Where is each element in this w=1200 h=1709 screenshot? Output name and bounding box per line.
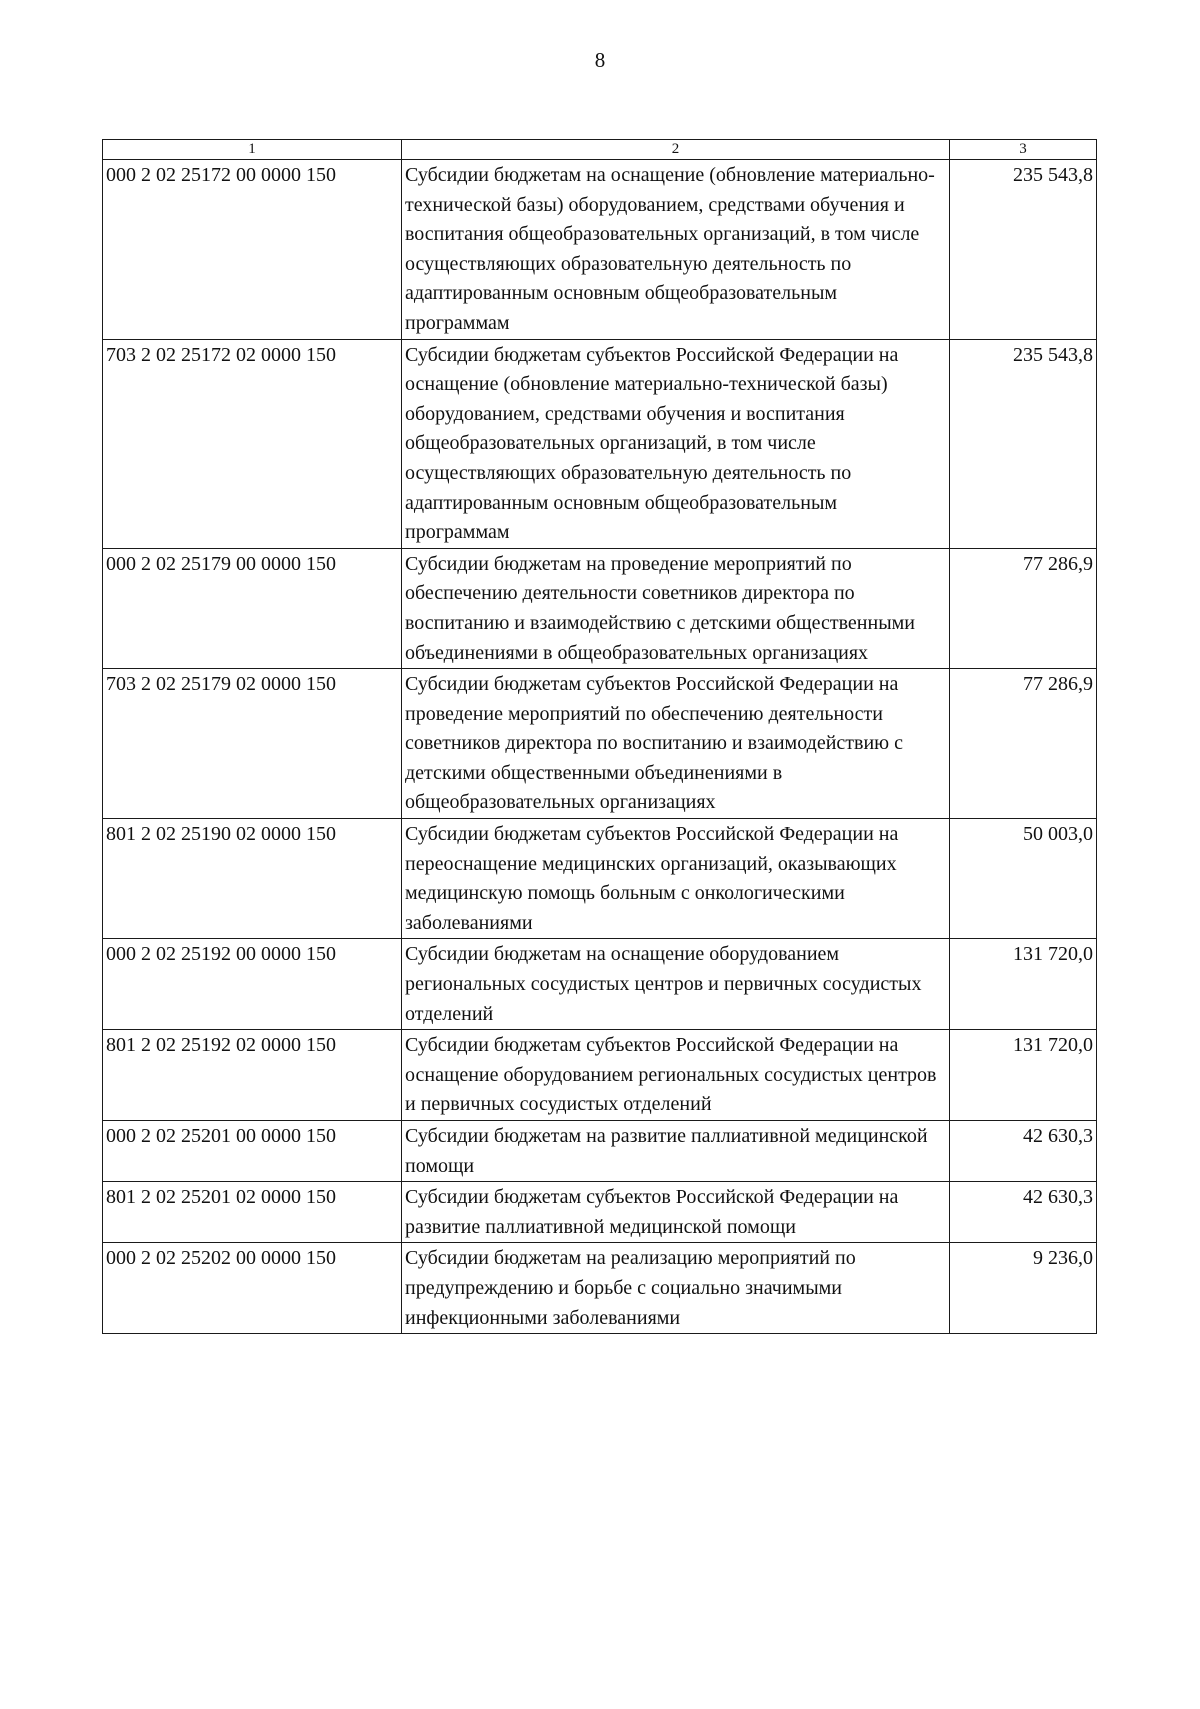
revenue-name-cell: Субсидии бюджетам на оснащение оборудованием региональных сосудистых центров и первичных сосудистых отделений [402, 939, 950, 1030]
amount-cell: 77 286,9 [950, 669, 1097, 819]
revenue-name-cell: Субсидии бюджетам на оснащение (обновление материально-технической базы) оборудованием, средствами обучения и воспитания общеобразовательных организаций, в том числе осуществляющих образовательную деятельность по адаптированным основным общеобразовательным программам [402, 160, 950, 340]
header-col-1: 1 [103, 140, 402, 160]
amount-cell: 235 543,8 [950, 339, 1097, 548]
budget-code-cell: 000 2 02 25179 00 0000 150 [103, 548, 402, 668]
table-header-row [103, 140, 1097, 160]
revenue-name-cell: Субсидии бюджетам субъектов Российской Федерации на развитие паллиативной медицинской помощи [402, 1182, 950, 1243]
table-row [103, 1121, 1097, 1182]
revenue-name-cell: Субсидии бюджетам субъектов Российской Федерации на оснащение (обновление материально-технической базы) оборудованием, средствами обучения и воспитания общеобразовательных организаций, в том числе осуществляющих образовательную деятельность по адаптированным основным общеобразовательным программам [402, 339, 950, 548]
page-number: 8 [594, 48, 606, 72]
table-row [103, 1030, 1097, 1121]
budget-code-cell: 000 2 02 25192 00 0000 150 [103, 939, 402, 1030]
table-row [103, 819, 1097, 939]
budget-code-cell: 703 2 02 25172 02 0000 150 [103, 339, 402, 548]
budget-code-cell: 801 2 02 25192 02 0000 150 [103, 1030, 402, 1121]
header-col-2: 2 [402, 140, 950, 160]
table-row [103, 1243, 1097, 1334]
revenue-name-cell: Субсидии бюджетам субъектов Российской Федерации на оснащение оборудованием региональных сосудистых центров и первичных сосудистых отделений [402, 1030, 950, 1121]
amount-cell: 235 543,8 [950, 160, 1097, 340]
budget-code-cell: 000 2 02 25202 00 0000 150 [103, 1243, 402, 1334]
revenue-name-cell: Субсидии бюджетам субъектов Российской Федерации на переоснащение медицинских организаций, оказывающих медицинскую помощь больным с онкологическими заболеваниями [402, 819, 950, 939]
amount-cell: 42 630,3 [950, 1121, 1097, 1182]
revenue-name-cell: Субсидии бюджетам субъектов Российской Федерации на проведение мероприятий по обеспечению деятельности советников директора по воспитанию и взаимодействию с детскими общественными объединениями в общеобразовательных организациях [402, 669, 950, 819]
budget-code-cell: 801 2 02 25190 02 0000 150 [103, 819, 402, 939]
budget-code-cell: 703 2 02 25179 02 0000 150 [103, 669, 402, 819]
header-col-3: 3 [950, 140, 1097, 160]
amount-cell: 50 003,0 [950, 819, 1097, 939]
budget-revenue-table [102, 139, 1097, 1334]
table-row [103, 939, 1097, 1030]
table-row [103, 548, 1097, 668]
budget-code-cell: 000 2 02 25172 00 0000 150 [103, 160, 402, 340]
budget-code-cell: 000 2 02 25201 00 0000 150 [103, 1121, 402, 1182]
revenue-name-cell: Субсидии бюджетам на развитие паллиативной медицинской помощи [402, 1121, 950, 1182]
revenue-name-cell: Субсидии бюджетам на реализацию мероприятий по предупреждению и борьбе с социально значимыми инфекционными заболеваниями [402, 1243, 950, 1334]
amount-cell: 42 630,3 [950, 1182, 1097, 1243]
table-row [103, 160, 1097, 340]
amount-cell: 77 286,9 [950, 548, 1097, 668]
table-row [103, 669, 1097, 819]
budget-code-cell: 801 2 02 25201 02 0000 150 [103, 1182, 402, 1243]
table-row [103, 1182, 1097, 1243]
amount-cell: 131 720,0 [950, 939, 1097, 1030]
revenue-name-cell: Субсидии бюджетам на проведение мероприятий по обеспечению деятельности советников директора по воспитанию и взаимодействию с детскими общественными объединениями в общеобразовательных организациях [402, 548, 950, 668]
amount-cell: 131 720,0 [950, 1030, 1097, 1121]
amount-cell: 9 236,0 [950, 1243, 1097, 1334]
table-row [103, 339, 1097, 548]
